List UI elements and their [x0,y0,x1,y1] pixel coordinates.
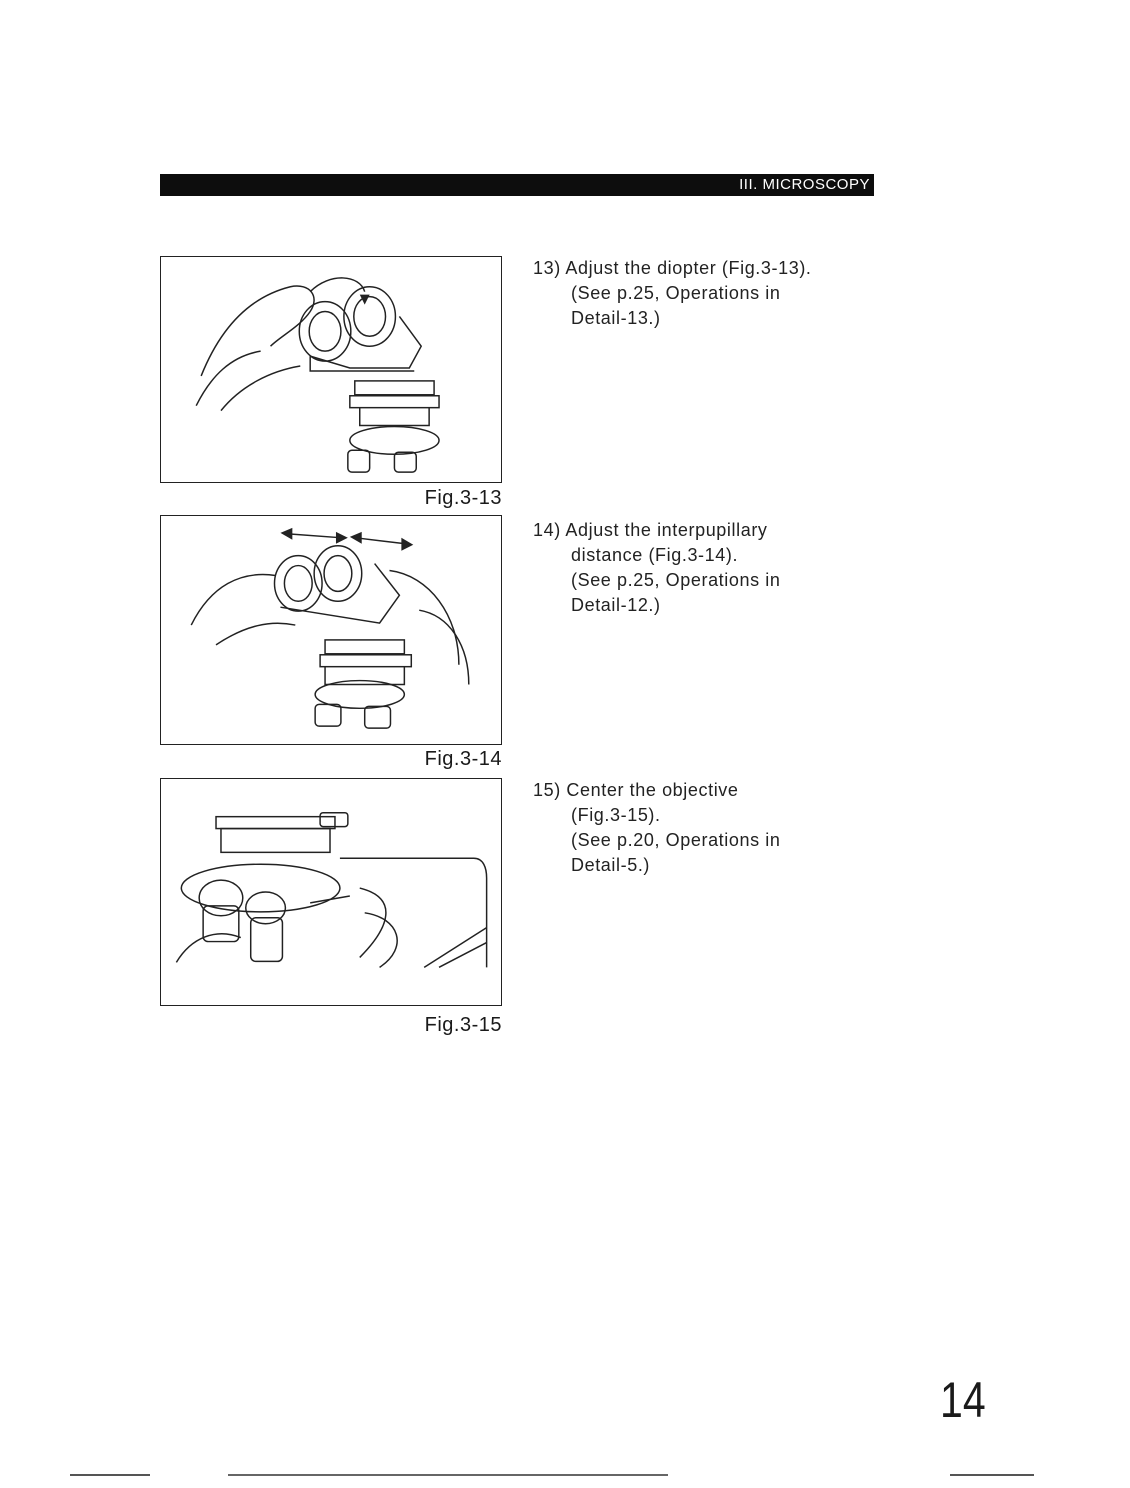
step-15-line-4: Detail-5.) [571,855,651,875]
step-15-line-2: (Fig.3-15). [571,805,661,825]
figure-3-13-caption: Fig.3-13 [424,487,502,509]
section-header-bar [160,174,874,196]
page-number: 14 [940,1372,986,1428]
step-14-text [533,518,913,618]
step-13-line-3: Detail-13.) [571,308,661,328]
step-14-line-3: (See p.25, Operations in [571,570,781,590]
section-title: III. MICROSCOPY [739,176,870,193]
figure-3-15-illustration [160,778,502,1006]
step-14-line-4: Detail-12.) [571,595,661,615]
step-13-line-2: (See p.25, Operations in [571,283,781,303]
interpupillary-adjustment-drawing [161,516,501,744]
step-15-text [533,778,913,878]
step-15-line-1: 15) Center the objective [533,780,739,800]
step-13-text [533,256,913,331]
objective-centering-drawing [161,779,501,1005]
figure-3-13-illustration [160,256,502,483]
figure-3-14-caption: Fig.3-14 [424,748,502,770]
step-14-line-1: 14) Adjust the interpupillary [533,520,768,540]
step-13-line-1: 13) Adjust the diopter (Fig.3-13). [533,258,812,278]
figure-3-14-illustration [160,515,502,745]
diopter-adjustment-drawing [161,257,501,482]
figure-3-15-caption: Fig.3-15 [424,1014,502,1036]
step-15-line-3: (See p.20, Operations in [571,830,781,850]
bottom-rule-right [950,1474,1034,1476]
bottom-rule-left [70,1474,150,1476]
step-14-line-2: distance (Fig.3-14). [571,545,739,565]
bottom-rule-center [228,1474,668,1476]
